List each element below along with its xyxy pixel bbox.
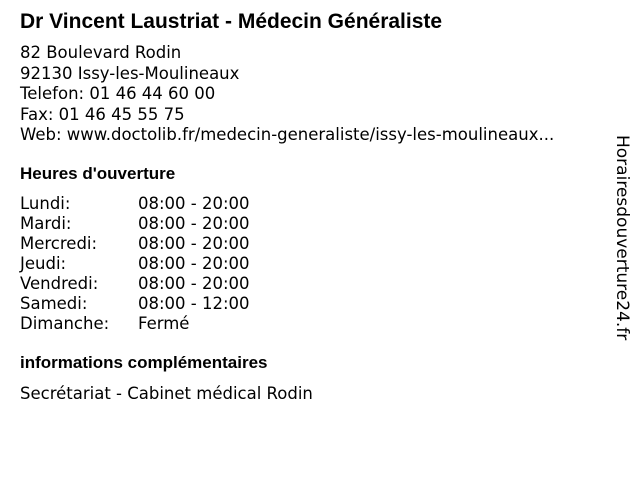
hours-time-value: 08:00 - 20:00 <box>138 234 250 253</box>
hours-row-wednesday <box>20 234 320 254</box>
additional-info-text: Secrétariat - Cabinet médical Rodin <box>20 384 313 403</box>
site-brand-text: Horairesdouverture24.fr <box>612 135 632 341</box>
hours-time-value: 08:00 - 12:00 <box>138 294 250 313</box>
opening-hours-heading: Heures d'ouverture <box>20 164 176 183</box>
hours-time-value: 08:00 - 20:00 <box>138 274 250 293</box>
fax-number: Fax: 01 46 45 55 75 <box>20 104 185 124</box>
address-city: 92130 Issy-les-Moulineaux <box>20 63 240 83</box>
hours-day-label: Dimanche: <box>20 314 110 333</box>
site-brand-link[interactable] <box>612 135 632 370</box>
contact-block <box>20 43 554 146</box>
hours-row-saturday <box>20 294 320 314</box>
hours-row-friday <box>20 274 320 294</box>
hours-row-monday <box>20 194 320 214</box>
website-link[interactable]: Web: www.doctolib.fr/medecin-generaliste/issy-les-moulineaux... <box>20 125 555 144</box>
hours-time-value: 08:00 - 20:00 <box>138 194 250 213</box>
hours-time-value: 08:00 - 20:00 <box>138 254 250 273</box>
hours-day-label: Samedi: <box>20 294 88 313</box>
additional-info-heading: informations complémentaires <box>20 353 268 372</box>
hours-day-label: Mercredi: <box>20 234 98 253</box>
hours-day-label: Jeudi: <box>20 254 67 273</box>
hours-row-thursday <box>20 254 320 274</box>
hours-time-value: 08:00 - 20:00 <box>138 214 250 233</box>
hours-row-sunday <box>20 314 320 334</box>
hours-time-value: Fermé <box>138 314 190 333</box>
hours-row-tuesday <box>20 214 320 234</box>
page-title: Dr Vincent Laustriat - Médecin Généraliste <box>20 10 443 33</box>
hours-day-label: Lundi: <box>20 194 71 213</box>
opening-hours-table <box>20 194 320 334</box>
address-street: 82 Boulevard Rodin <box>20 43 182 62</box>
phone-number[interactable]: Telefon: 01 46 44 60 00 <box>20 84 216 103</box>
hours-day-label: Vendredi: <box>20 274 99 293</box>
hours-day-label: Mardi: <box>20 214 72 233</box>
